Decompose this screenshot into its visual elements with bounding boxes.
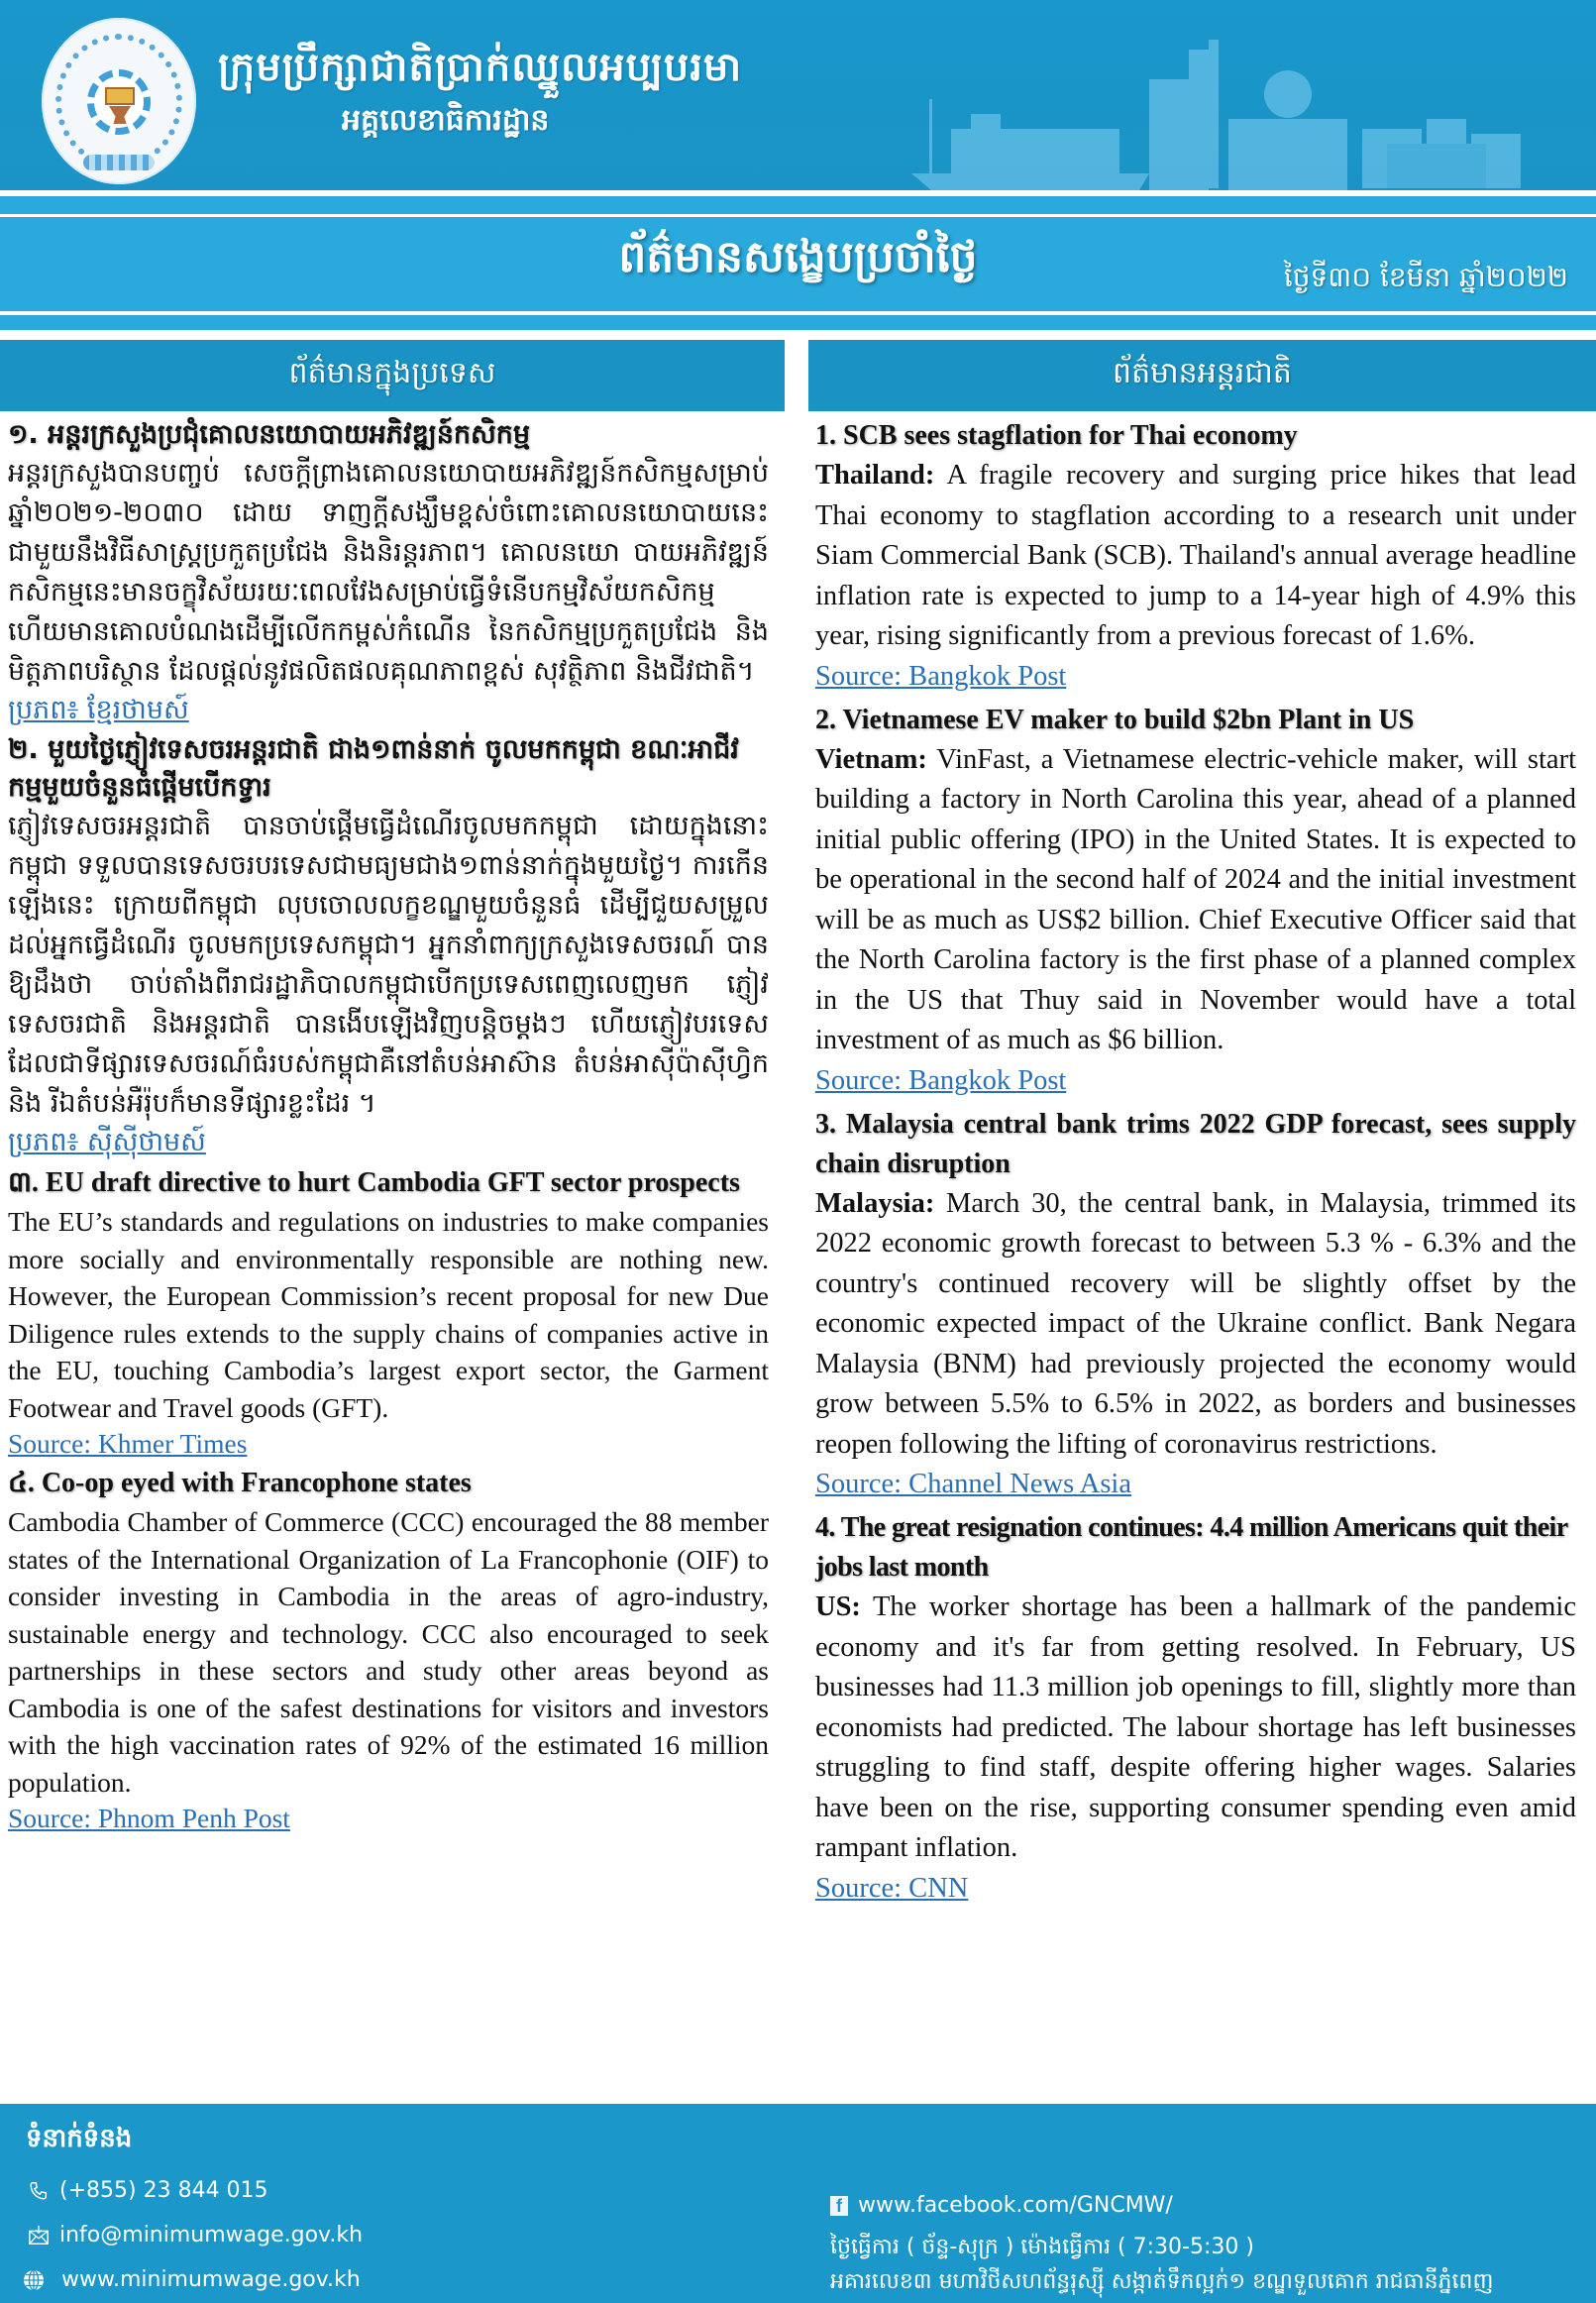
article-title: 1. SCB sees stagflation for Thai economy xyxy=(815,420,1298,451)
article-source-link[interactable]: ប្រភព៖ ខ្មែរថាមស៍ xyxy=(8,695,189,725)
phone-icon xyxy=(28,2180,50,2202)
org-name: ក្រុមប្រឹក្សាជាតិប្រាក់ឈ្នួលអប្បបរមា xyxy=(218,45,743,90)
article-country-lead: Malaysia: xyxy=(815,1187,935,1219)
article-body xyxy=(815,1588,1576,1869)
international-news-column xyxy=(815,416,1576,1913)
org-unit: អគ្គលេខាធិការដ្ឋាន xyxy=(342,103,550,138)
decor-band-top xyxy=(0,196,1596,214)
article-country-lead: US: xyxy=(815,1591,861,1622)
article-body: Cambodia Chamber of Commerce (CCC) encouraged the 88 member states of the International Organization of La Francophonie (OIF) to consider investing in Cambodia in the areas of agro-industry, sustainable energy and technology. CCC also encouraged to seek partnerships in these sectors and study other areas beyond as Cambodia is one of the safest destinations for visitors and investors with the high vaccination rates of 92% of the estimated 16 million population. xyxy=(8,1506,769,1798)
article-body: ភ្ញៀវទេសចរអន្តរជាតិ បានចាប់ផ្តើមធ្វើដំណើរចូលមកកម្ពុជា ដោយក្នុងនោះកម្ពុជា ទទួលបានទេសចរបរទេសជាមធ្យមជាង១ពាន់នាក់ក្នុងមួយថ្ងៃ។ ការកើនឡើងនេះ ក្រោយពីកម្ពុជា លុបចោលលក្ខខណ្ឌមួយចំនួនធំ ដើម្បីជួយសម្រួលដល់អ្នកធ្វើដំណើរ ចូលមកប្រទេសកម្ពុជា។ អ្នកនាំពាក្យក្រសួងទេសចរណ៍ បានឱ្យដឹងថា ចាប់តាំងពីរាជរដ្ឋាភិបាលកម្ពុជាបើកប្រទេសពេញលេញមក ភ្ញៀវទេសចរជាតិ និងអន្តរជាតិ បានងើបឡើងវិញបន្តិចម្តងៗ ហើយភ្ញៀវបរទេសដែលជាទីផ្សារទេសចរណ៍ធំរបស់កម្ពុជាគឺនៅតំបន់អាស៊ាន តំបន់អាស៊ីប៉ាស៊ីហ្វិក និង រីឯតំបន់អឺរ៉ុបក៏មានទីផ្សារខ្លះដែរ ។ xyxy=(8,811,769,1119)
page-date: ថ្ងៃទី៣០ ខែមីនា ឆ្នាំ២០២២ xyxy=(1283,261,1568,293)
city-port-illustration xyxy=(852,20,1545,190)
page-title: ព័ត៌មានសង្ខេបប្រចាំថ្ងៃ xyxy=(618,232,978,282)
phone-number[interactable]: (+855) 23 844 015 xyxy=(59,2178,268,2203)
article-title: 2. Vietnamese EV maker to build $2bn Plant in US xyxy=(815,704,1415,735)
domestic-article-1 xyxy=(8,416,769,729)
international-article-3 xyxy=(815,1105,1576,1505)
article-body: អន្តរក្រសួងបានបញ្ចប់ សេចក្តីព្រាងគោលនយោបាយអភិវឌ្ឍន៍កសិកម្មសម្រាប់ឆ្នាំ២០២១-២០៣០ ដោយ ទាញក្តីសង្ឃឹមខ្ពស់ចំពោះគោលនយោបាយនេះជាមួយនឹងវិធីសាស្ត្រប្រកួតប្រជែង និងនិរន្តរភាព។ គោលនយោ បាយអភិវឌ្ឍន៍កសិកម្មនេះមានចក្ខុវិស័យរយៈពេលវែងសម្រាប់ធ្វើទំនើបកម្មវិស័យកសិកម្ម ហើយមានគោលបំណងដើម្បីលើកកម្ពស់កំណើន នៃកសិកម្មប្រកួតប្រជែង និងមិត្តភាពបរិស្ថាន ដែលផ្តល់នូវផលិតផលគុណភាពខ្ពស់ សុវត្ថិភាព និងជីវជាតិ។ xyxy=(8,458,769,687)
international-article-1 xyxy=(815,416,1576,697)
article-text: The worker shortage has been a hallmark of the pandemic economy and it's far from getting resolved. In February, US businesses had 11.3 million job openings to fill, slightly more than economists had predicted. The labour shortage has left businesses struggling to find staff, despite offering higher wages. Salaries have been on the rise, supporting consumer spending even amid rampant inflation. xyxy=(815,1591,1576,1863)
domestic-article-2 xyxy=(8,731,769,1161)
working-hours: ថ្ងៃធ្វើការ ( ច័ន្ទ-សុក្រ ) ម៉ោងធ្វើការ ( 7:30-5:30 ) xyxy=(830,2235,1254,2259)
facebook-icon: f xyxy=(830,2196,848,2216)
facebook-url[interactable]: www.facebook.com/GNCMW/ xyxy=(858,2193,1173,2218)
article-text: VinFast, a Vietnamese electric-vehicle maker, will start building a factory in North Carolina this year, ahead of a planned initial public offering (IPO) in the United States. It is expected to be operational in the second half of 2024 and the initial investment will be as much as US$2 billion. Chief Executive Officer said that the North Carolina factory is the first phase of a planned complex in the US that Thuy said in November would have a total investment of as much as $6 billion. xyxy=(815,743,1576,1055)
contact-footer xyxy=(0,2104,1596,2303)
article-body xyxy=(815,456,1576,657)
contact-email xyxy=(28,2223,363,2248)
top-header xyxy=(0,0,1596,190)
article-source-link[interactable]: Source: Khmer Times xyxy=(8,1428,248,1459)
contact-website xyxy=(22,2267,361,2292)
article-source-link[interactable]: Source: Bangkok Post xyxy=(815,660,1067,692)
article-country-lead: Vietnam: xyxy=(815,743,927,775)
article-source-link[interactable]: ប្រភព៖ ស៊ីស៊ីថាមស៍ xyxy=(8,1127,206,1157)
office-address: អគារលេខ៣ មហាវិថីសហព័ន្ធរុស្ស៊ី សង្កាត់ទឹកល្អក់១ ខណ្ឌទួលគោក រាជធានីភ្នំពេញ xyxy=(830,2269,1494,2294)
article-country-lead: Thailand: xyxy=(815,460,935,491)
section-header-international: ព័ត៌មានអន្តរជាតិ xyxy=(808,340,1596,411)
article-source-link[interactable]: Source: Channel News Asia xyxy=(815,1469,1131,1499)
international-article-2 xyxy=(815,701,1576,1101)
section-header-domestic: ព័ត៌មានក្នុងប្រទេស xyxy=(0,340,785,411)
contact-phone xyxy=(28,2178,268,2203)
decor-band-bottom xyxy=(0,315,1596,330)
ministry-seal-icon xyxy=(42,18,196,184)
article-title: ១. អន្តរក្រសួងប្រជុំគោលនយោបាយអភិវឌ្ឍន៍កសិកម្ម xyxy=(8,419,530,450)
contact-facebook xyxy=(830,2193,1173,2218)
article-body xyxy=(815,740,1576,1061)
article-source-link[interactable]: Source: Bangkok Post xyxy=(815,1064,1067,1096)
article-body: The EU’s standards and regulations on industries to make companies more socially and environmentally responsible are nothing new. However, the European Commission’s recent proposal for new Due Diligence rules extends to the supply chains of companies active in the EU, touching Cambodia’s largest export sector, the Garment Footwear and Travel goods (GFT). xyxy=(8,1206,769,1423)
logo-book xyxy=(105,87,135,105)
article-body xyxy=(815,1184,1576,1466)
article-title: ៤. Co-op eyed with Francophone states xyxy=(8,1468,472,1498)
website-url[interactable]: www.minimumwage.gov.kh xyxy=(61,2267,361,2292)
contact-heading: ទំនាក់ទំនង xyxy=(26,2124,133,2153)
article-title: ៣. EU draft directive to hurt Cambodia GFT sector prospects xyxy=(8,1167,740,1198)
globe-icon xyxy=(22,2268,46,2292)
article-source-link[interactable]: Source: CNN xyxy=(815,1872,969,1904)
article-text: A fragile recovery and surging price hikes that lead Thai economy to stagflation according to a research unit under Siam Commercial Bank (SCB). Thailand's annual average headline inflation rate is expected to jump to a 14-year high of 4.9% this year, rising significantly from a previous forecast of 1.6%. xyxy=(815,460,1576,651)
domestic-news-column xyxy=(8,416,769,1838)
article-title: 4. The great resignation continues: 4.4 million Americans quit their jobs last month xyxy=(815,1512,1568,1583)
international-article-4 xyxy=(815,1508,1576,1909)
mail-icon xyxy=(28,2225,50,2247)
article-title: 3. Malaysia central bank trims 2022 GDP forecast, sees supply chain disruption xyxy=(815,1108,1576,1179)
article-title: ២. មួយថ្ងៃភ្ញៀវទេសចរអន្តរជាតិ ជាង១ពាន់នាក់ ចូលមកកម្ពុជា ខណៈអាជីវកម្មមួយចំនួនធំផ្តើមបើកទ្វារ xyxy=(8,734,739,803)
article-text: March 30, the central bank, in Malaysia, trimmed its 2022 economic growth forecast to between 5.3 % - 6.3% and the country's continued recovery will be slightly offset by the economic expected impact of the Ukraine conflict. Bank Negara Malaysia (BNM) had previously projected the economy would grow between 5.5% to 6.5% in 2022, as borders and businesses reopen following the lifting of coronavirus restrictions. xyxy=(815,1187,1576,1460)
email-address[interactable]: info@minimumwage.gov.kh xyxy=(59,2223,364,2248)
article-source-link[interactable]: Source: Phnom Penh Post xyxy=(8,1803,290,1833)
domestic-article-3 xyxy=(8,1163,769,1462)
logo-ribbon xyxy=(83,155,155,170)
domestic-article-4 xyxy=(8,1464,769,1836)
